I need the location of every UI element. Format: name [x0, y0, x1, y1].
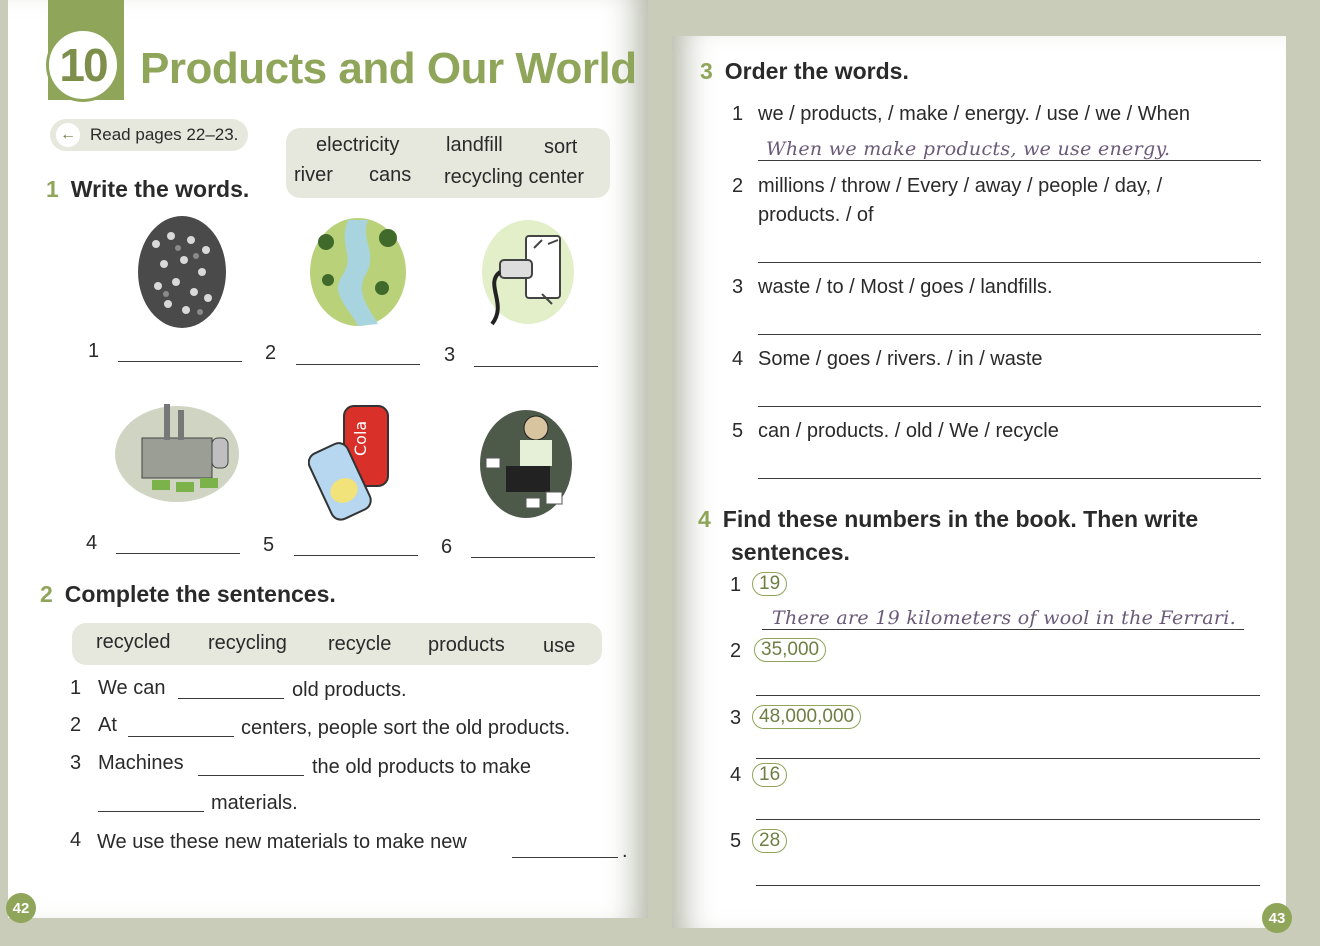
sentence-text: old products. — [292, 679, 407, 701]
fill-blank-line[interactable] — [198, 775, 304, 776]
scrambled-words: millions / throw / Every / away / people / day, / — [758, 175, 1163, 197]
word-chip: landfill — [446, 134, 503, 156]
sentence-text: . — [622, 840, 628, 862]
number-badge: 35,000 — [754, 638, 826, 662]
answer-line[interactable] — [294, 555, 418, 556]
number-badge: 19 — [752, 572, 787, 596]
sentence-number: 4 — [70, 829, 82, 851]
handwritten-answer: When we make products, we use energy. — [766, 138, 1171, 160]
word-chip: recycled — [96, 631, 171, 653]
sorting-icon — [476, 402, 580, 520]
sentence-text: At — [98, 714, 117, 736]
picture-number: 4 — [86, 532, 98, 554]
factory-icon — [112, 398, 242, 506]
exercise-4-heading: 4 Find these numbers in the book. Then write — [698, 506, 1199, 532]
item-number: 2 — [732, 175, 744, 197]
picture-number: 1 — [88, 340, 100, 362]
scrambled-words: can / products. / old / We / recycle — [758, 420, 1059, 442]
item-number: 3 — [732, 276, 744, 298]
word-chip: river — [294, 164, 333, 186]
answer-line[interactable] — [471, 557, 595, 558]
scrambled-words: Some / goes / rivers. / in / waste — [758, 348, 1043, 370]
answer-line[interactable] — [116, 553, 240, 554]
sentence-number: 2 — [70, 714, 82, 736]
sentence-text: centers, people sort the old products. — [241, 717, 571, 739]
sentence-number: 3 — [70, 752, 82, 774]
exercise-1-heading: 1 Write the words. — [46, 176, 250, 202]
exercise-2-heading: 2 Complete the sentences. — [40, 581, 336, 607]
word-chip: recycling — [208, 632, 287, 654]
answer-line[interactable] — [756, 885, 1260, 886]
answer-line[interactable] — [758, 262, 1261, 263]
number-badge: 28 — [752, 829, 787, 853]
answer-line[interactable] — [756, 819, 1260, 820]
fill-blank-line[interactable] — [512, 857, 618, 858]
word-box-1 — [286, 128, 610, 198]
fill-blank-line[interactable] — [178, 698, 284, 699]
crowd-icon — [136, 214, 228, 330]
item-number: 3 — [730, 707, 742, 729]
river-icon — [308, 216, 408, 328]
answer-line[interactable] — [756, 758, 1260, 759]
picture-number: 5 — [263, 534, 275, 556]
number-badge: 16 — [752, 763, 787, 787]
item-number: 5 — [732, 420, 744, 442]
unit-number-circle — [46, 28, 120, 102]
item-number: 4 — [732, 348, 744, 370]
arrow-left-icon: ← — [56, 123, 80, 147]
word-chip: products — [428, 634, 505, 656]
right-page — [672, 36, 1286, 928]
item-number: 5 — [730, 830, 742, 852]
exercise-4-heading-line2: sentences. — [731, 539, 850, 565]
number-badge: 48,000,000 — [752, 705, 861, 729]
answer-line[interactable] — [118, 361, 242, 362]
item-number: 1 — [732, 103, 744, 125]
sentence-text: the old products to make — [312, 756, 532, 778]
word-chip: sort — [544, 136, 578, 158]
word-chip: use — [543, 635, 576, 657]
answer-line[interactable] — [758, 478, 1261, 479]
word-chip: recycling center — [444, 166, 585, 188]
scrambled-words: waste / to / Most / goes / landfills. — [758, 276, 1053, 298]
scrambled-words: products. / of — [758, 204, 874, 226]
plug-icon — [478, 214, 578, 330]
cans-icon — [308, 400, 398, 524]
word-box-2 — [72, 623, 602, 665]
page-number-left: 42 — [6, 893, 36, 923]
picture-number: 3 — [444, 344, 456, 366]
answer-line[interactable] — [758, 406, 1261, 407]
answer-line[interactable] — [758, 334, 1261, 335]
item-number: 2 — [730, 640, 742, 662]
left-page — [8, 0, 648, 918]
answer-line[interactable] — [762, 629, 1244, 630]
word-chip: cans — [369, 164, 412, 186]
svg-text:Cola: Cola — [351, 420, 370, 456]
unit-title: Products and Our World — [140, 44, 637, 93]
scrambled-words: we / products, / make / energy. / use / we / When — [758, 103, 1191, 125]
sentence-text: materials. — [211, 792, 298, 814]
fill-blank-line[interactable] — [98, 811, 204, 812]
word-chip: electricity — [316, 134, 400, 156]
page-number-right: 43 — [1262, 903, 1292, 933]
read-note — [50, 119, 248, 151]
picture-number: 6 — [441, 536, 453, 558]
fill-blank-line[interactable] — [128, 736, 234, 737]
answer-line[interactable] — [756, 695, 1260, 696]
item-number: 4 — [730, 764, 742, 786]
picture-number: 2 — [265, 342, 277, 364]
read-note-text: Read pages 22–23. — [90, 125, 239, 144]
sentence-text: We use these new materials to make new — [97, 831, 467, 853]
sentence-text: We can — [98, 677, 166, 699]
answer-line[interactable] — [474, 366, 598, 367]
sentence-text: Machines — [98, 752, 184, 774]
sentence-number: 1 — [70, 677, 82, 699]
answer-line[interactable] — [758, 160, 1261, 161]
answer-line[interactable] — [296, 364, 420, 365]
handwritten-answer: There are 19 kilometers of wool in the Ferrari. — [772, 607, 1237, 629]
unit-number: 10 — [59, 39, 107, 91]
exercise-3-heading: 3 Order the words. — [700, 58, 909, 84]
word-chip: recycle — [328, 633, 392, 655]
item-number: 1 — [730, 574, 742, 596]
